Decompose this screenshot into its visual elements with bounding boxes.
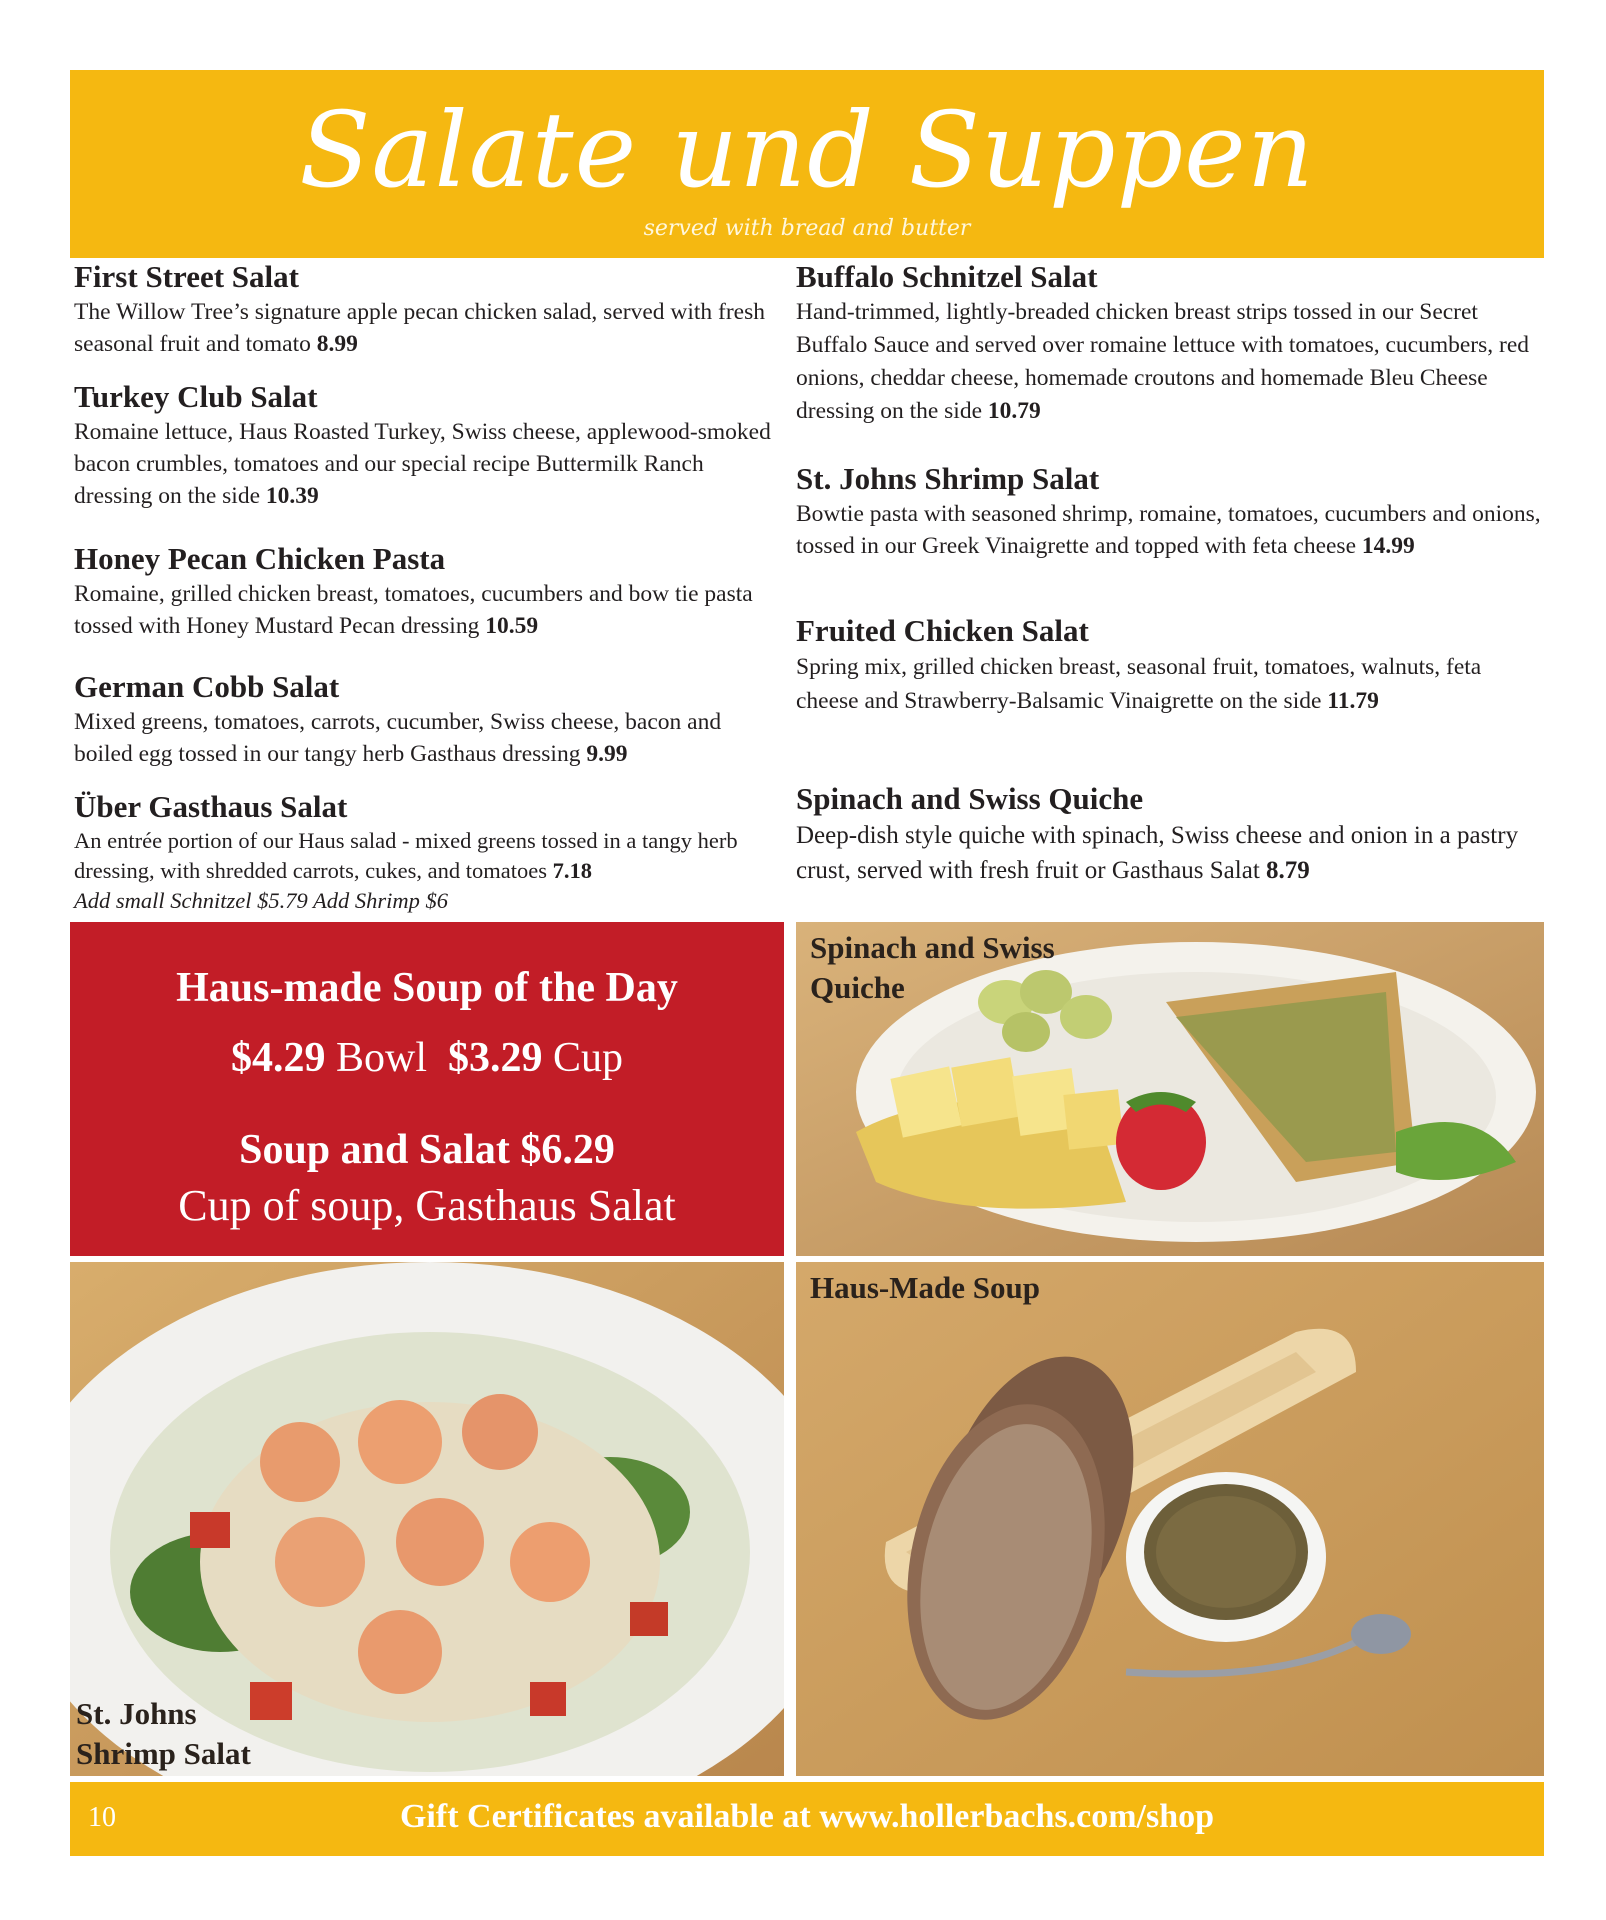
item-description: Romaine lettuce, Haus Roasted Turkey, Swiss cheese, applewood-smoked bacon crumbles, tomatoes and our special recipe Buttermilk Ranch dressing on the side 10.39 — [74, 419, 771, 509]
menu-item — [796, 460, 1541, 562]
menu-item — [74, 668, 784, 770]
item-name: Fruited Chicken Salat — [796, 613, 1089, 648]
page-number: 10 — [88, 1802, 116, 1833]
item-name: First Street Salat — [74, 259, 299, 294]
bowl-price: $4.29 — [230, 1035, 326, 1081]
menu-item — [74, 540, 784, 642]
item-description: An entrée portion of our Haus salad - mixed greens tossed in a tangy herb dressing, with shredded carrots, cukes, and tomatoes 7.18 Add small Schnitzel $5.79 Add Shrimp $6 — [74, 828, 738, 913]
menu-item — [74, 788, 784, 916]
shrimp-caption: St. Johns Shrimp Salat — [76, 1696, 251, 1771]
menu-item — [74, 258, 784, 360]
item-name: German Cobb Salat — [74, 669, 340, 704]
soup-title: Haus-made Soup of the Day — [176, 965, 678, 1011]
menu-item — [796, 780, 1541, 888]
item-price: 11.79 — [1327, 688, 1379, 714]
item-name: Buffalo Schnitzel Salat — [796, 259, 1098, 294]
title-banner — [70, 70, 1544, 258]
page-title: Salate und Suppen — [299, 89, 1315, 211]
soup-caption: Haus-Made Soup — [810, 1270, 1040, 1305]
combo-description: Cup of soup, Gasthaus Salat — [178, 1181, 676, 1230]
gift-certificates-link[interactable]: Gift Certificates available at www.hollerbachs.com/shop — [399, 1798, 1215, 1835]
item-price: 8.79 — [1266, 857, 1310, 884]
item-price: 10.79 — [987, 398, 1041, 424]
combo-title: Soup and Salat $6.29 — [239, 1127, 615, 1173]
shrimp-salad-photo — [70, 1262, 784, 1776]
item-description: Bowtie pasta with seasoned shrimp, romaine, tomatoes, cucumbers and onions, tossed in our Greek Vinaigrette and topped with feta cheese 14.99 — [796, 501, 1541, 559]
item-price: 7.18 — [552, 858, 593, 883]
item-name: Turkey Club Salat — [74, 379, 318, 414]
item-name: Spinach and Swiss Quiche — [796, 781, 1144, 816]
cup-price: $3.29 — [448, 1035, 543, 1081]
menu-item — [796, 612, 1541, 718]
item-description: Romaine, grilled chicken breast, tomatoes, cucumbers and bow tie pasta tossed with Honey Mustard Pecan dressing 10.59 — [74, 581, 753, 639]
item-name: St. Johns Shrimp Salat — [796, 461, 1100, 496]
soup-photo — [796, 1262, 1544, 1776]
item-name: Über Gasthaus Salat — [74, 789, 348, 824]
item-price: 10.39 — [265, 483, 319, 509]
item-description: Hand-trimmed, lightly-breaded chicken breast strips tossed in our Secret Buffalo Sauce and served over romaine lettuce with tomatoes, cucumbers, red onions, cheddar cheese, homemade croutons and homemade Bleu Cheese dressing on the side 10.79 — [796, 299, 1530, 424]
item-price: 10.59 — [485, 613, 539, 639]
soup-prices: $4.29 Bowl $3.29 Cup — [230, 1035, 624, 1081]
item-description: Deep-dish style quiche with spinach, Swiss cheese and onion in a pastry crust, served with fresh fruit or Gasthaus Salat 8.79 — [796, 822, 1519, 884]
item-price: 14.99 — [1361, 533, 1415, 559]
quiche-caption: Spinach and Swiss Quiche — [810, 930, 1055, 1005]
item-description: Spring mix, grilled chicken breast, seasonal fruit, tomatoes, walnuts, feta cheese and Strawberry-Balsamic Vinaigrette on the side 11.79 — [796, 654, 1482, 714]
item-description: Mixed greens, tomatoes, carrots, cucumber, Swiss cheese, bacon and boiled egg tossed in our tangy herb Gasthaus dressing 9.99 — [74, 709, 722, 767]
item-name: Honey Pecan Chicken Pasta — [74, 541, 446, 576]
item-price: 9.99 — [586, 741, 628, 767]
soup-of-the-day-box — [70, 922, 784, 1256]
menu-item — [796, 258, 1541, 428]
page-subtitle: served with bread and butter — [643, 216, 971, 241]
quiche-photo — [796, 922, 1544, 1256]
footer-banner — [70, 1782, 1544, 1856]
item-description: The Willow Tree’s signature apple pecan chicken salad, served with fresh seasonal fruit and tomato 8.99 — [74, 299, 766, 357]
item-addon-note: Add small Schnitzel $5.79 Add Shrimp $6 — [74, 888, 448, 913]
item-price: 8.99 — [316, 331, 358, 357]
menu-item — [74, 378, 784, 512]
